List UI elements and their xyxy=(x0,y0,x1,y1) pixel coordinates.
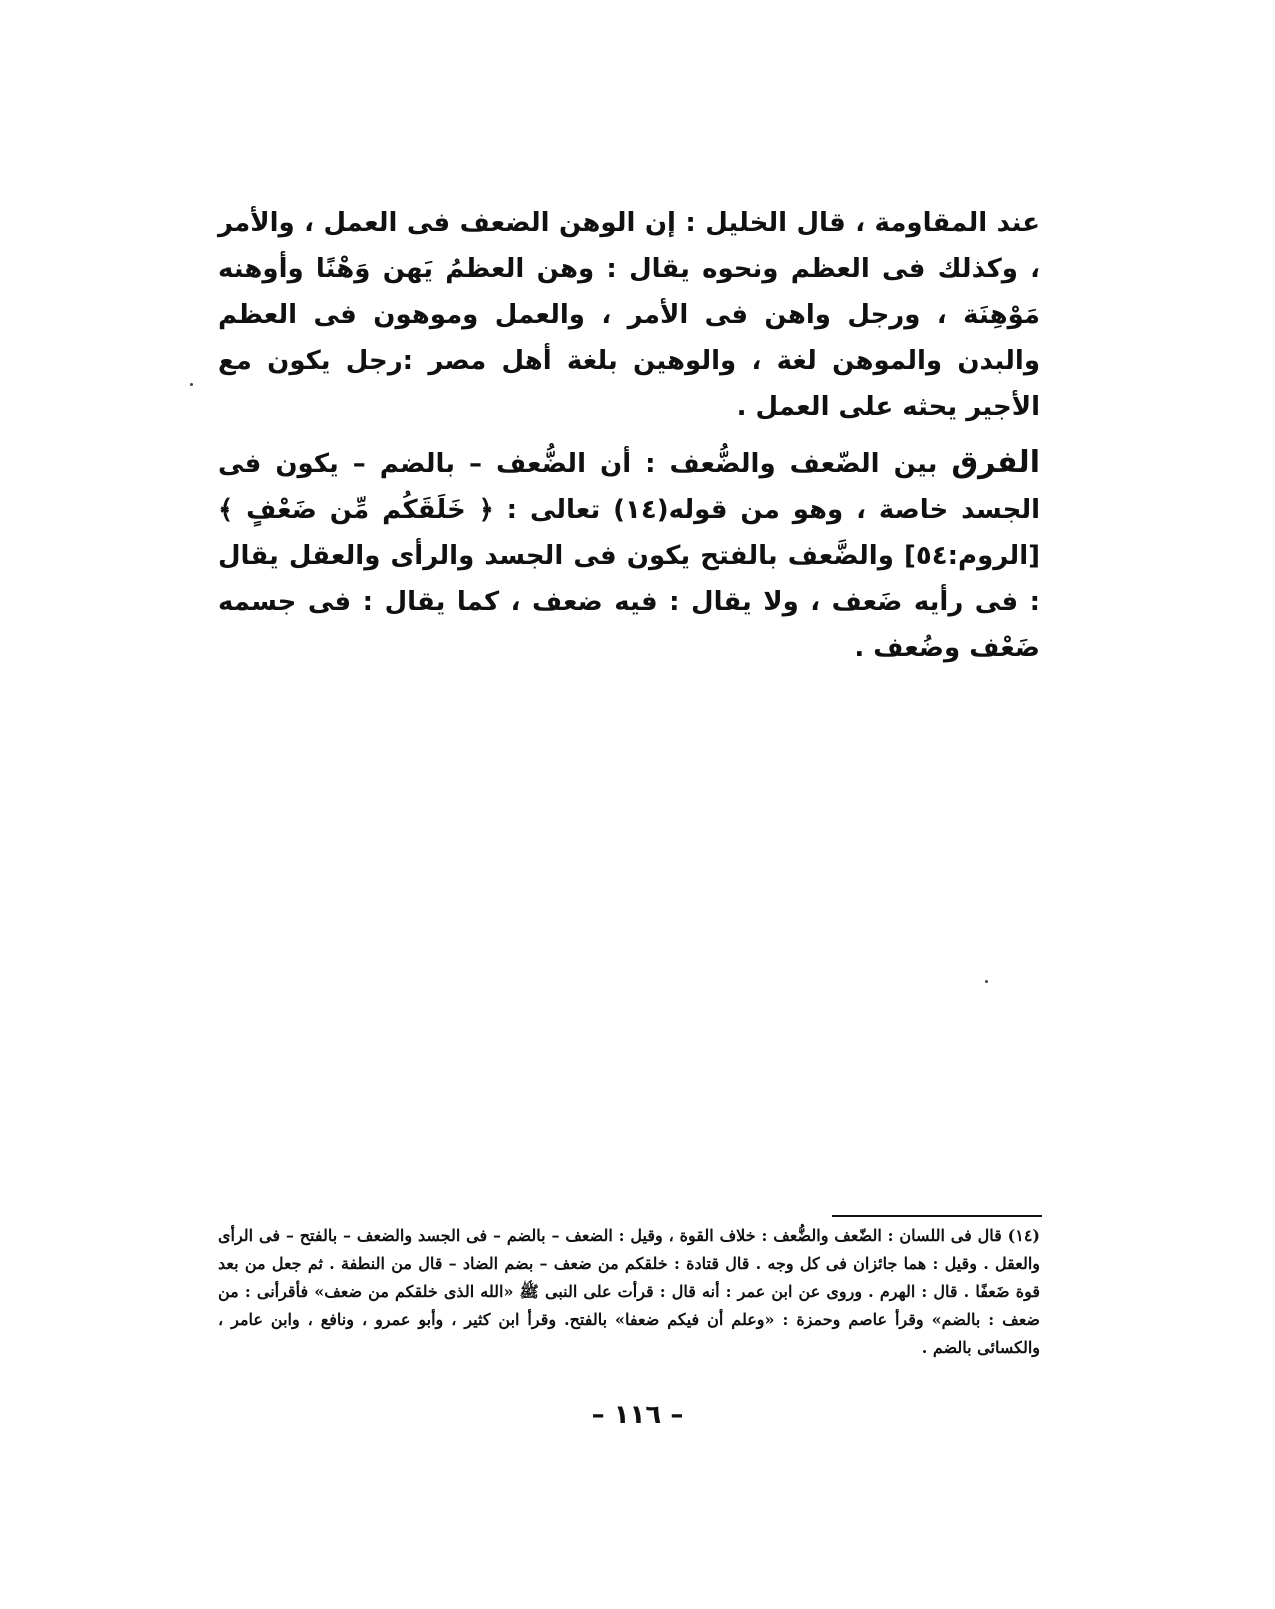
scan-speck xyxy=(190,383,193,386)
main-text-block xyxy=(218,200,1040,671)
paragraph-wahn-text: عند المقاومة ، قال الخليل : إن الوهن الضعف فى العمل ، والأمر ، وكذلك فى العظم ونحوه يقال : وهن العظمُ يَهن وَهْنًا وأوهنه مَوْهِنَة ، ورجل واهن فى الأمر ، والعمل وموهون فى العظم والبدن والموهن لغة ، والوهين بلغة أهل مصر :رجل يكون مع الأجير يحثه على العمل . xyxy=(218,208,1040,422)
footnote-14: (١٤) قال فى اللسان : الضّعف والضُّعف : خلاف القوة ، وقيل : الضعف – بالضم – فى الجسد والضعف – بالفتح – فى الرأى والعقل . وقيل : هما جائزان فى كل وجه . قال قتادة : خلقكم من ضعف – بضم الضاد – قال من النطفة . ثم جعل من بعد قوة ضَعفًا . قال : الهرم . وروى عن ابن عمر : أنه قال : قرأت على النبى ﷺ «الله الذى خلقكم من ضعف» فأقرأنى : من ضعف : بالضم» وقرأ عاصم وحمزة : «وعلم أن فيكم ضعفا» بالفتح. وقرأ ابن كثير ، وأبو عمرو ، ونافع ، وابن عامر ، والكسائى بالضم . xyxy=(218,1226,1040,1357)
paragraph-wahn xyxy=(218,200,1040,430)
footnote-separator xyxy=(832,1215,1042,1217)
paragraph-daf-text: بين الضّعف والضُّعف : أن الضُّعف – بالضم – يكون فى الجسد خاصة ، وهو من قوله(١٤) تعالى : ﴿ خَلَقَكُم مِّن ضَعْفٍ ﴾ [الروم:٥٤] والضَّعف بالفتح يكون فى الجسد والرأى والعقل يقال : فى رأيه ضَعف ، ولا يقال : فيه ضعف ، كما يقال : فى جسمه ضَعْف وضُعف . xyxy=(218,449,1040,663)
scan-speck xyxy=(985,980,988,983)
paragraph-daf xyxy=(218,440,1040,671)
page-number: – ١١٦ – xyxy=(591,1400,684,1430)
paragraph-lead-word: الفرق xyxy=(951,445,1040,480)
